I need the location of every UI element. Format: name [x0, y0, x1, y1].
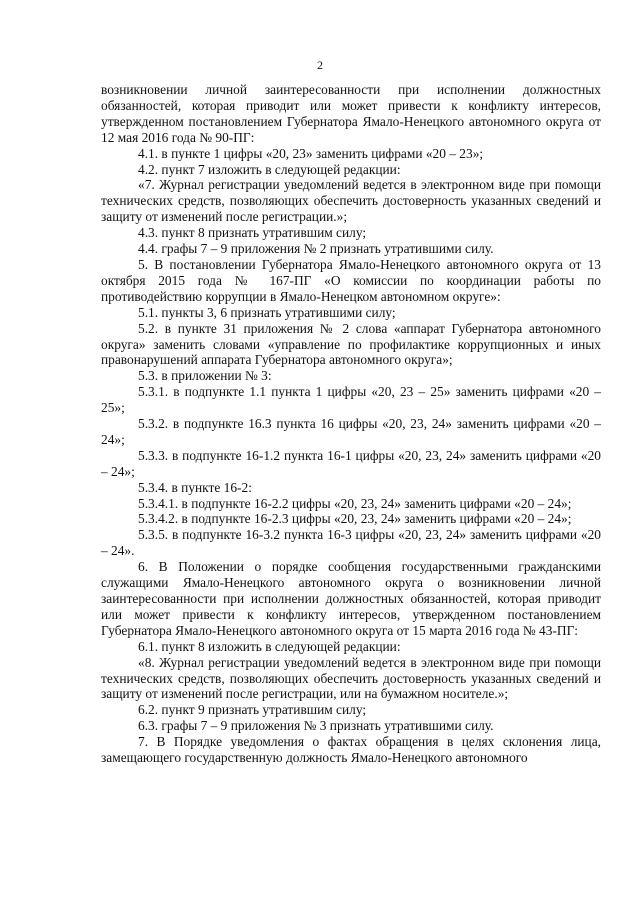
paragraph-5-3: 5.3. в приложении № 3:: [138, 368, 272, 384]
paragraph-6-1: 6.1. пункт 8 изложить в следующей редакции:: [138, 638, 401, 654]
paragraph-quote-8: «8. Журнал регистрации уведомлений ведется в электронном виде при помощи технических средств, позволяющих обеспечить достоверность указанных сведений и защиту от изменений после регистрации, или на бумажном носителе.»;: [101, 654, 601, 702]
paragraph-7: 7. В Порядке уведомления о фактах обращения в целях склонения лица, замещающего государственную должность Ямало-Ненецкого автономного: [101, 734, 601, 766]
paragraph-6-2: 6.2. пункт 9 признать утратившим силу;: [138, 702, 367, 718]
paragraph-5-3-4: 5.3.4. в пункте 16-2:: [138, 479, 252, 495]
paragraph-6-3: 6.3. графы 7 – 9 приложения № 3 признать утратившими силу.: [138, 718, 494, 734]
paragraph-4-3: 4.3. пункт 8 признать утратившим силу;: [138, 225, 367, 241]
paragraph-4-4: 4.4. графы 7 – 9 приложения № 2 признать утратившими силу.: [138, 241, 494, 257]
paragraph-5-3-4-1: 5.3.4.1. в подпункте 16-2.2 цифры «20, 23, 24» заменить цифрами «20 – 24»;: [138, 495, 572, 511]
paragraph-4-1: 4.1. в пункте 1 цифры «20, 23» заменить цифрами «20 – 23»;: [138, 145, 484, 161]
paragraph-5-3-1: 5.3.1. в подпункте 1.1 пункта 1 цифры «20, 23 – 25» заменить цифрами «20 – 25»;: [101, 384, 601, 416]
paragraph-4-2: 4.2. пункт 7 изложить в следующей редакции:: [138, 161, 401, 177]
paragraph-5-3-5: 5.3.5. в подпункте 16-3.2 пункта 16-3 цифры «20, 23, 24» заменить цифрами «20 – 24».: [101, 527, 601, 559]
paragraph-quote-7: «7. Журнал регистрации уведомлений ведется в электронном виде при помощи технических средств, позволяющих обеспечить достоверность указанных сведений и защиту от изменений после регистрации.»;: [101, 177, 601, 225]
paragraph-continuation: возникновении личной заинтересованности при исполнении должностных обязанностей, которая приводит или может привести к конфликту интересов, утвержденном постановлением Губернатора Ямало-Ненецкого автономного округа от 12 мая 2016 года № 90-ПГ:: [101, 82, 601, 145]
paragraph-5-3-2: 5.3.2. в подпункте 16.3 пункта 16 цифры «20, 23, 24» заменить цифрами «20 – 24»;: [101, 416, 601, 447]
page-number: 2: [317, 58, 323, 72]
paragraph-5-1: 5.1. пункты 3, 6 признать утратившими силу;: [138, 304, 396, 320]
paragraph-5: 5. В постановлении Губернатора Ямало-Ненецкого автономного округа от 13 октября 2015 года № 167-ПГ «О комиссии по координации работы по противодействию коррупции в Ямало-Ненецком автономном округе»:: [101, 256, 601, 304]
document-body: [101, 82, 601, 766]
paragraph-6: 6. В Положении о порядке сообщения государственными гражданскими служащими Ямало-Ненецкого автономного округа о возникновении личной заинтересованности при исполнении должностных обязанностей, которая приводит или может привести к конфликту интересов, утвержденном постановлением Губернатора Ямало-Ненецкого автономного округа от 15 марта 2016 года № 43-ПГ:: [101, 559, 601, 638]
paragraph-5-3-3: 5.3.3. в подпункте 16-1.2 пункта 16-1 цифры «20, 23, 24» заменить цифрами «20 – 24»;: [101, 447, 601, 479]
paragraph-5-2: 5.2. в пункте 31 приложения № 2 слова «аппарат Губернатора автономного округа» заменить словами «управление по профилактике коррупционных и иных правонарушений аппарата Губернатора автономного округа»;: [101, 320, 601, 368]
paragraph-5-3-4-2: 5.3.4.2. в подпункте 16-2.3 цифры «20, 23, 24» заменить цифрами «20 – 24»;: [138, 511, 572, 527]
